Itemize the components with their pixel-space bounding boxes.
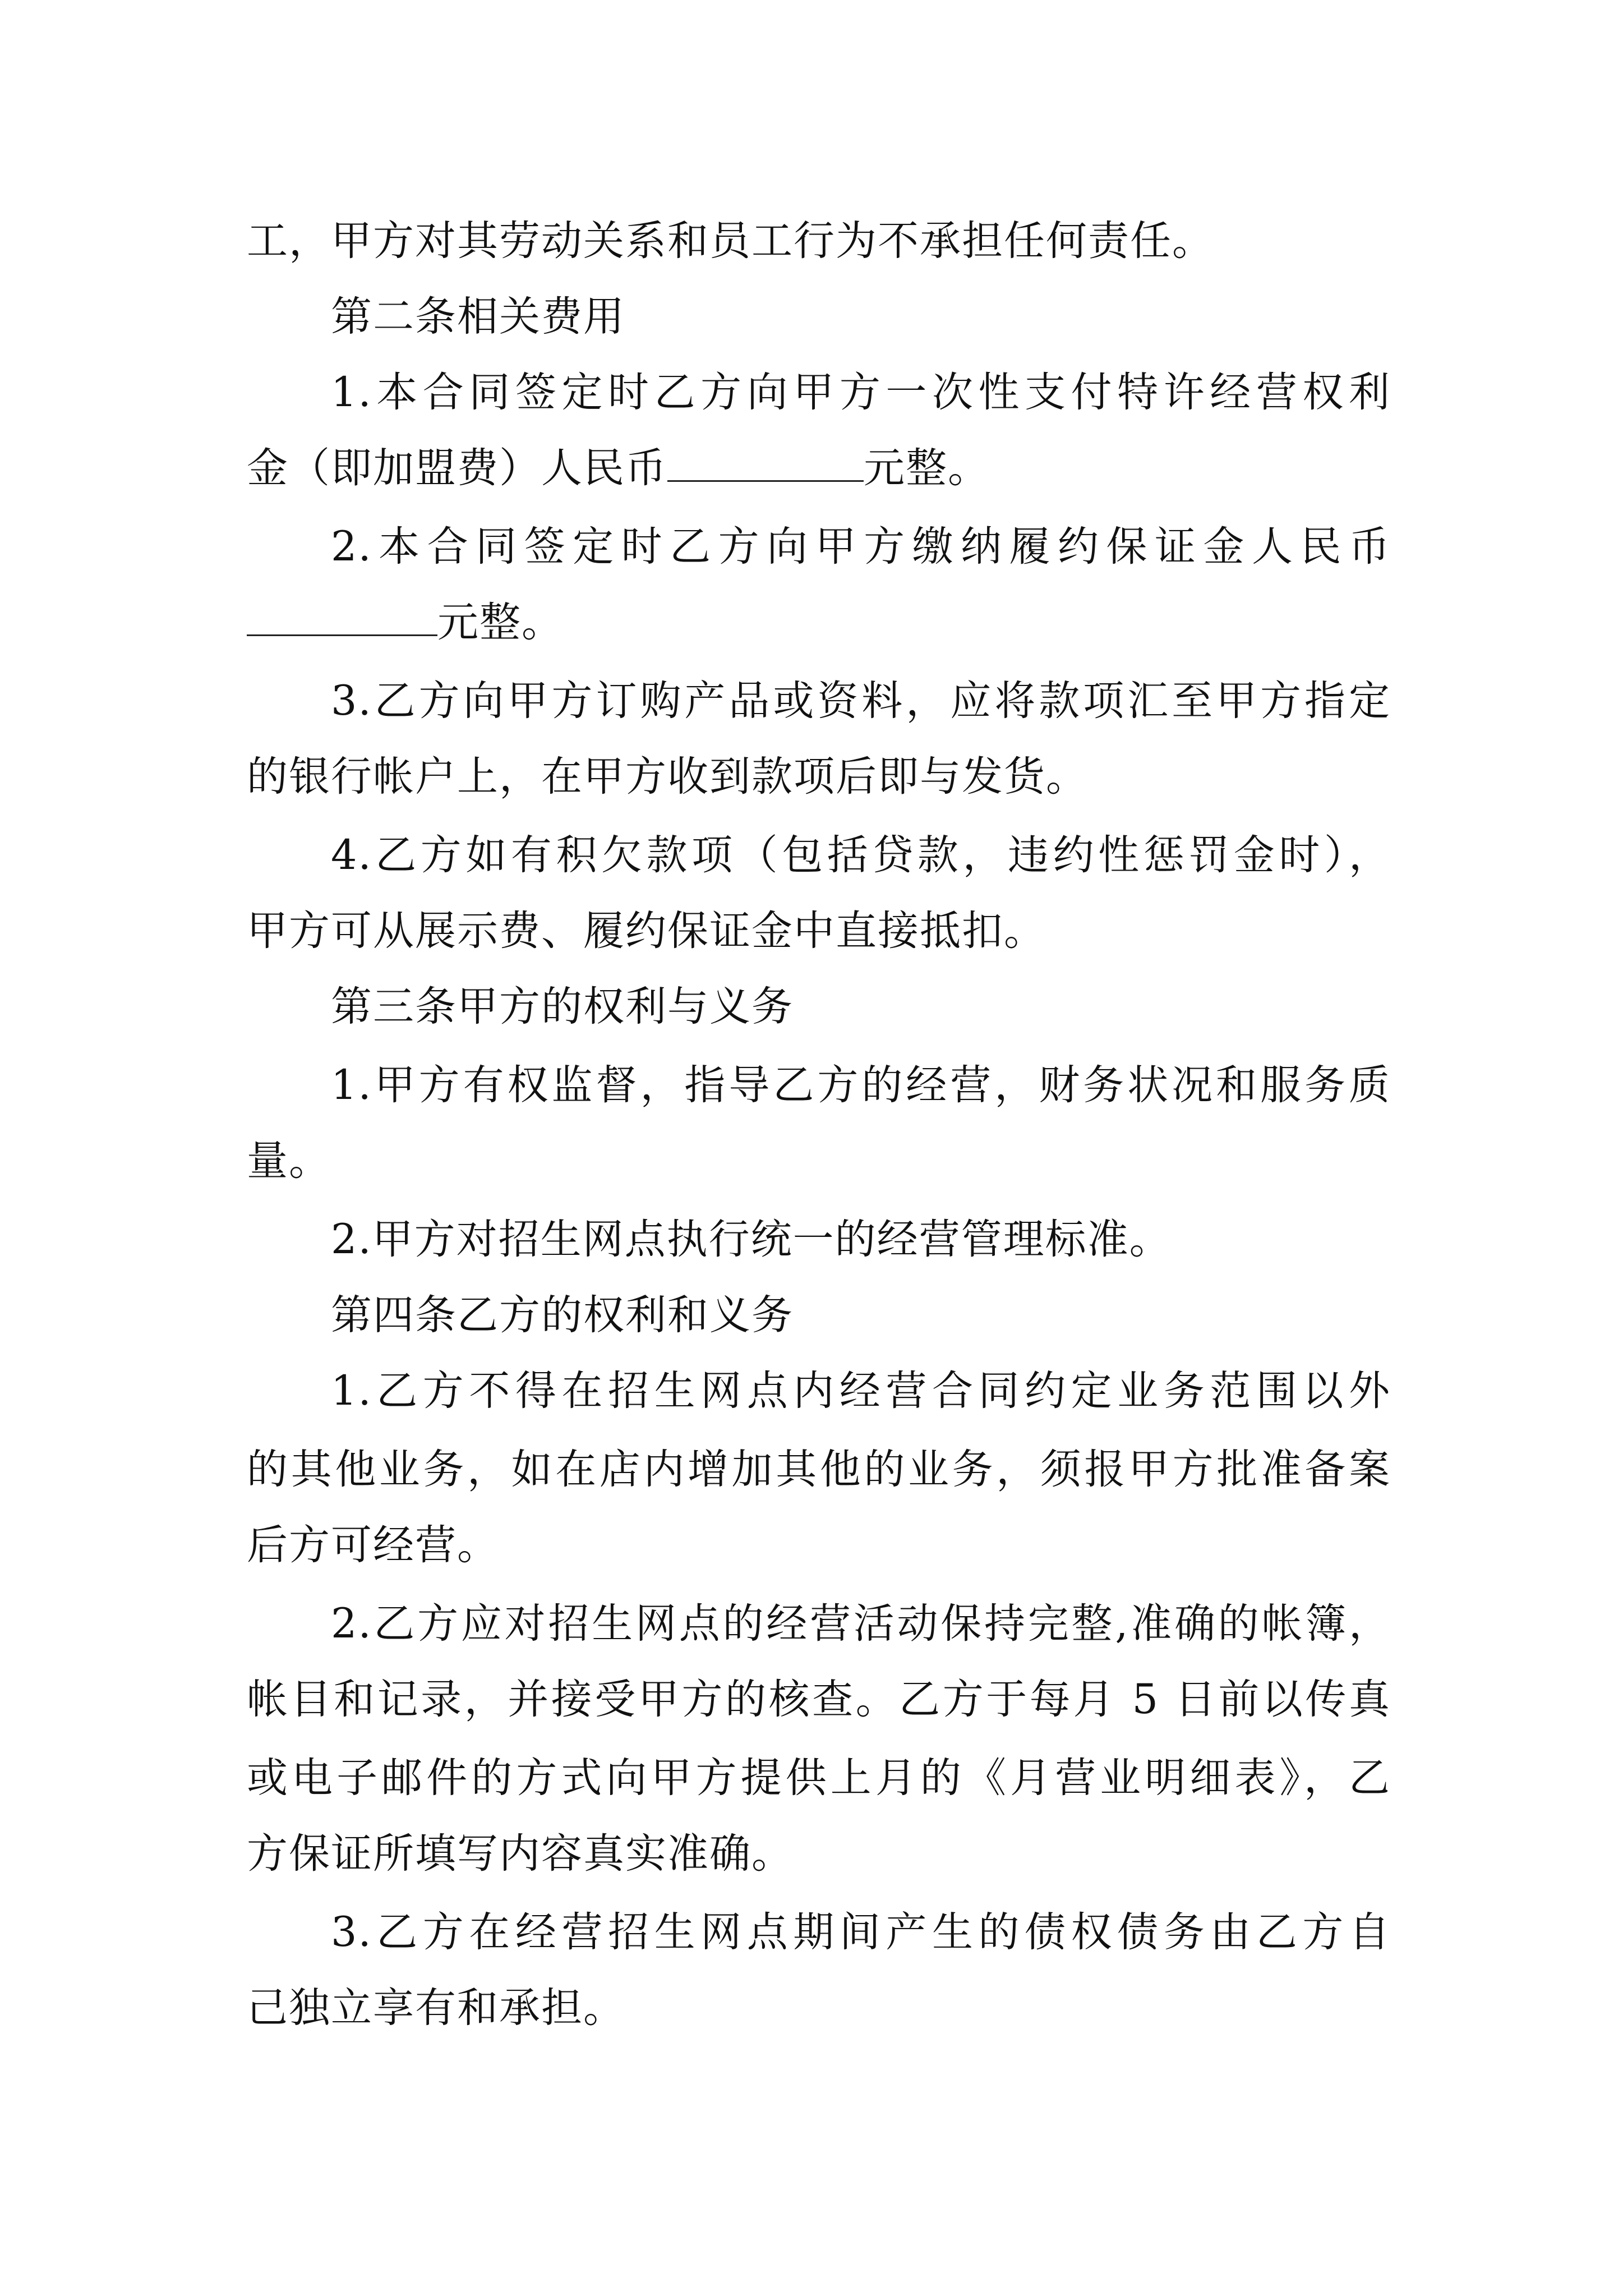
text-fragment: 元整。 [864,444,990,492]
text-line: 量。 [247,1137,331,1185]
text-line: 或电子邮件的方式向甲方提供上月的《月营业明细表》，乙 [247,1754,1391,1802]
text-line: 甲方可从展示费、履约保证金中直接抵扣。 [247,907,1046,955]
text-line: 方保证所填写内容真实准确。 [247,1830,794,1878]
text-line: 1.乙方不得在招生网点内经营合同约定业务范围以外 [331,1367,1391,1415]
blank-underline [247,601,437,636]
text-line: 1.甲方有权监督，指导乙方的经营，财务状况和服务质 [331,1061,1391,1109]
text-line: 的其他业务，如在店内增加其他的业务，须报甲方批准备案 [247,1446,1391,1493]
text-line: 4.乙方如有积欠款项（包括贷款，违约性惩罚金时）， [331,831,1391,879]
text-line: 2.甲方对招生网点执行统一的经营管理标准。 [331,1216,1172,1263]
text-line: 帐目和记录，并接受甲方的核查。乙方于每月 5 日前以传真 [247,1676,1391,1723]
text-fragment: 元整。 [437,599,564,646]
text-line: 己独立享有和承担。 [247,1984,625,2032]
text-line: 后方可经营。 [247,1521,499,1569]
blank-underline [667,447,864,482]
text-fragment: 金（即加盟费）人民币 [247,444,667,492]
text-line [247,440,990,496]
section-heading: 第三条甲方的权利与义务 [331,983,794,1030]
section-heading: 第二条相关费用 [331,293,625,341]
text-line: 2.本合同签定时乙方向甲方缴纳履约保证金人民币 [331,523,1391,570]
text-line: 2.乙方应对招生网点的经营活动保持完整,准确的帐簿， [331,1600,1391,1648]
section-heading: 第四条乙方的权利和义务 [331,1291,794,1339]
text-line: 工，甲方对其劳动关系和员工行为不承担任何责任。 [247,217,1214,265]
text-line: 1.本合同签定时乙方向甲方一次性支付特许经营权利 [331,369,1391,416]
text-line: 3.乙方在经营招生网点期间产生的债权债务由乙方自 [331,1908,1391,1956]
text-line: 3.乙方向甲方订购产品或资料，应将款项汇至甲方指定 [331,677,1391,725]
text-line [247,595,564,651]
text-line: 的银行帐户上，在甲方收到款项后即与发货。 [247,753,1088,800]
